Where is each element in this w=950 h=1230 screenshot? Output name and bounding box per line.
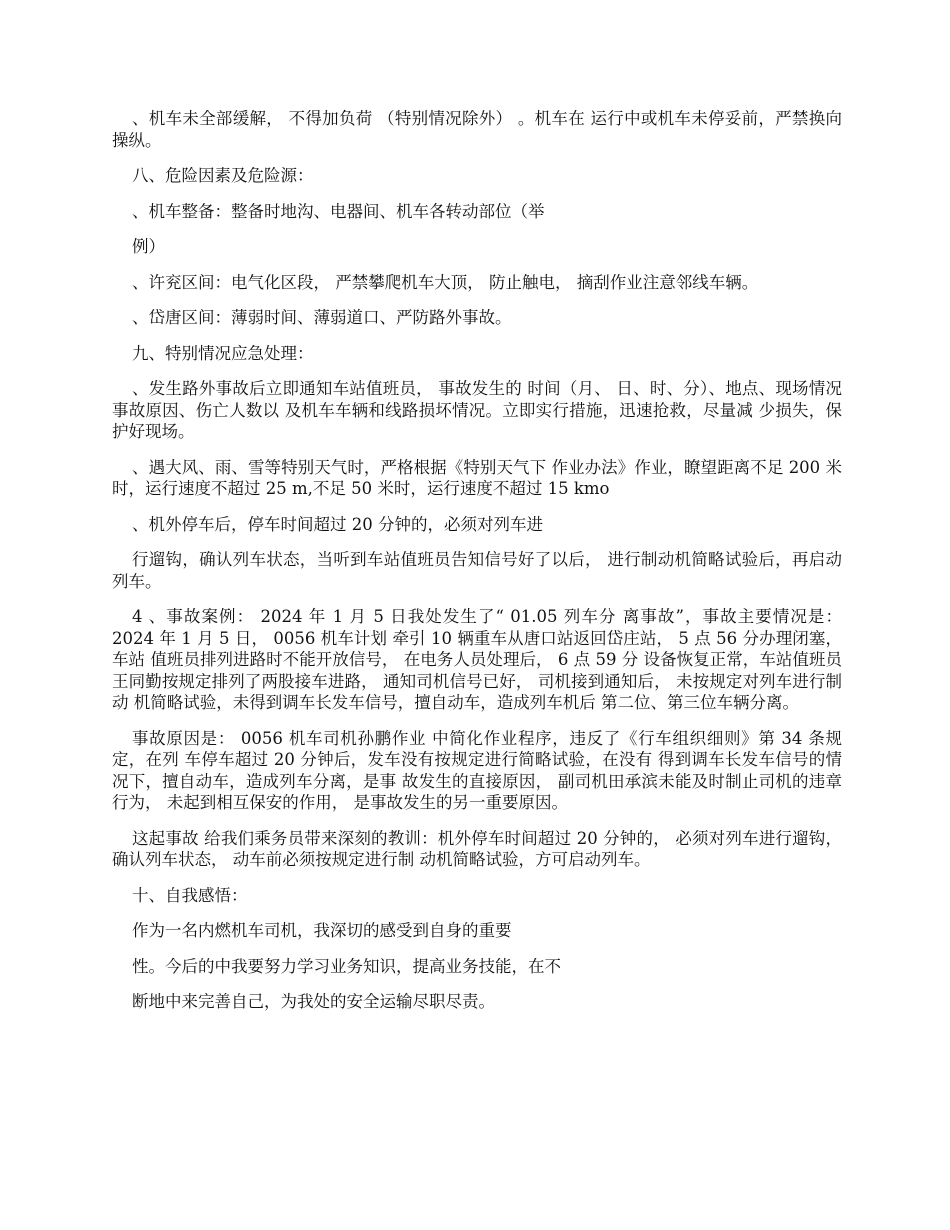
paragraph-brake-release-rule: 、机车未全部缓解， 不得加负荷 （特别情况除外） 。机车在 运行中或机车未停妥前，严禁换向操纵。 [112,109,842,150]
paragraph-accident-cause: 事故原因是： 0056 机车司机孙鹏作业 中简化作业程序，违反了《行车组织细则》第 34 条规定，在列 车停车超过 20 分钟后，发车没有按规定进行简略试验，在没有 得到调车长发车信号的情况下，擅自动车，造成列车分离，是事 故发生的直接原因， 副司机田承滨未能及时制止司机的违章行为， 未起到相互保安的作用， 是事故发生的另一重要原因。 [112,728,842,812]
paragraph-reflection-1: 作为一名内燃机车司机，我深切的感受到自身的重要 [132,921,512,940]
paragraph-accident-report: 、发生路外事故后立即通知车站值班员， 事故发生的 时间（月、 日、时、分）、地点、现场情况事故原因、伤亡人数以 及机车车辆和线路损坏情况。立即实行措施，迅速抢救，尽量减 少损失，保护好现场。 [112,379,842,441]
document-body [112,108,842,1027]
paragraph-special-weather: 、遇大风、雨、雪等特别天气时，严格根据《特别天气下 作业办法》作业，瞭望距离不足 200 米时，运行速度不超过 25 m,不足 50 米时，运行速度不超过 15 kmo [112,457,842,498]
paragraph-daitang-section: 、岱唐区间：薄弱时间、薄弱道口、严防路外事故。 [132,308,512,327]
paragraph-coupling-check: 行遛钩，确认列车状态，当听到车站值班员告知信号好了以后， 进行制动机简略试验后，再启动列车。 [112,550,842,591]
paragraph-reflection-2: 性。今后的中我要努力学习业务知识，提高业务技能，在不 [132,956,561,976]
paragraph-outside-stop: 、机外停车后，停车时间超过 20 分钟的，必须对列车进 [132,514,543,534]
paragraph-reflection-3: 断地中来完善自己，为我处的安全运输尽职尽责。 [132,992,495,1011]
paragraph-lesson: 这起事故 给我们乘务员带来深刻的教训：机外停车时间超过 20 分钟的， 必须对列车进行遛钩， 确认列车状态， 动车前必须按规定进行制 动机简略试验，方可启动列车。 [112,828,842,869]
paragraph-locomotive-servicing: 、机车整备：整备时地沟、电器间、机车各转动部位（举 [132,201,545,221]
paragraph-accident-case: 4 、事故案例： 2024 年 1 月 5 日我处发生了“ 01.05 列车分 离事故”，事故主要情况是： 2024 年 1 月 5 日， 0056 机车计划 牵引 10 辆重车从唐口站返回岱庄站， 5 点 56 分办理闭塞，车站 值班员排列进路时不能开放信号， 在电务人员处理后， 6 点 59 分 设备恢复正常，车站值班员王同勤按规定排列了两股接车进路， 通知司机信号已好， 司机接到通知后， 未按规定对列车进行制动 机简略试验，未得到调车长发车信号，擅自动车，造成列车机后 第二位、第三位车辆分离。 [112,607,842,712]
paragraph-xuyan-section: 、许兖区间：电气化区段， 严禁攀爬机车大顶， 防止触电， 摘刮作业注意邻线车辆。 [132,272,759,292]
heading-self-reflection: 十、自我感悟： [132,885,248,905]
paragraph-example: 例） [132,237,165,256]
heading-emergency-handling: 九、特别情况应急处理： [132,343,314,363]
heading-hazard-factors: 八、危险因素及危险源： [132,166,314,185]
